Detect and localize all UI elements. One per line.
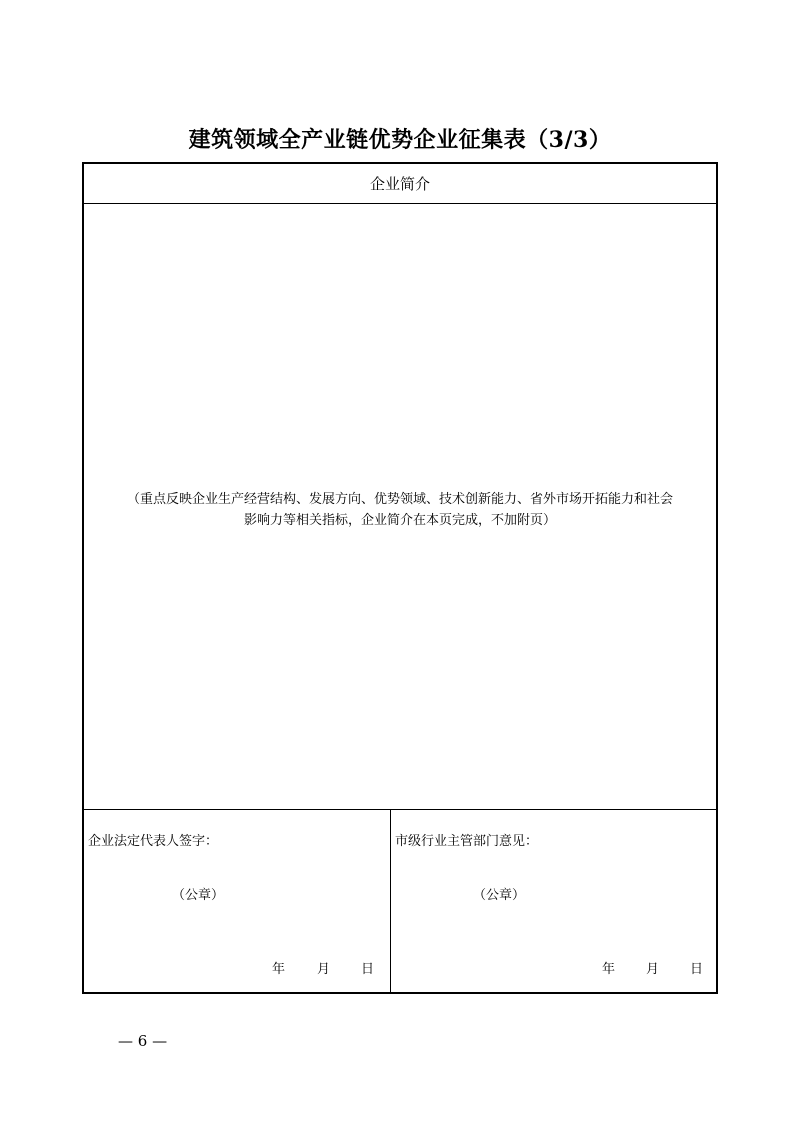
page-number: — 6 — xyxy=(118,1032,168,1050)
application-form-table xyxy=(82,162,718,994)
left-date-day: 日 xyxy=(361,962,375,977)
company-intro-area[interactable] xyxy=(84,204,716,810)
authority-opinion-label: 市级行业主管部门意见： xyxy=(395,834,539,849)
intro-hint-line-2: 影响力等相关指标，企业简介在本页完成，不加附页） xyxy=(243,513,556,528)
section-header: 企业简介 xyxy=(84,164,716,204)
legal-representative-signature-cell[interactable] xyxy=(84,810,391,992)
right-date-month: 月 xyxy=(646,962,660,977)
legal-representative-label: 企业法定代表人签字： xyxy=(88,834,219,849)
authority-opinion-cell[interactable] xyxy=(391,810,716,992)
left-date-year: 年 xyxy=(272,962,286,977)
intro-hint-line-1: （重点反映企业生产经营结构、发展方向、优势领域、技术创新能力、省外市场开拓能力和社会 xyxy=(126,492,673,507)
intro-hint xyxy=(92,489,708,531)
right-seal-label: （公章） xyxy=(473,888,526,903)
left-seal-label: （公章） xyxy=(172,888,225,903)
form-title: 建筑领域全产业链优势企业征集表（3/3） xyxy=(188,127,612,153)
left-date-month: 月 xyxy=(317,962,331,977)
right-date-year: 年 xyxy=(602,962,616,977)
right-date-day: 日 xyxy=(690,962,704,977)
